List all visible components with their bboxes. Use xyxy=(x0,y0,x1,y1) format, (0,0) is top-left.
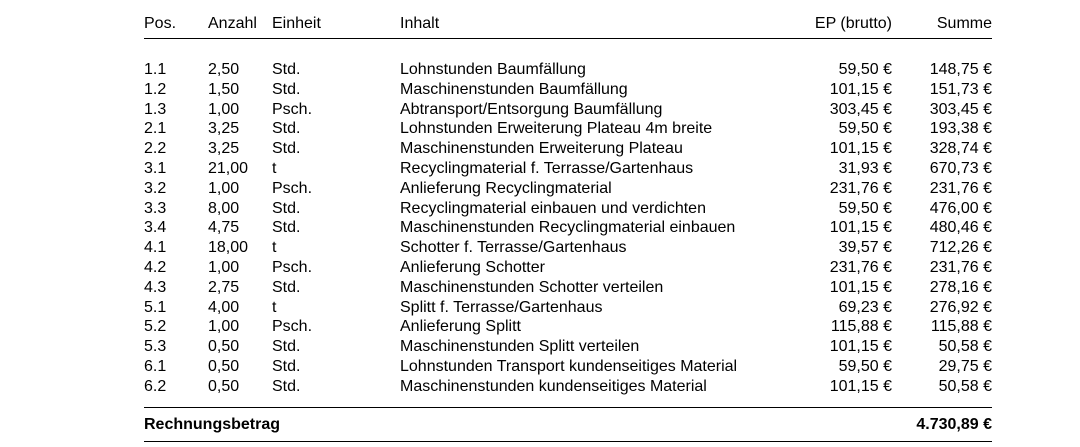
item-unit: Std. xyxy=(272,338,301,356)
item-unit-price: 39,57 € xyxy=(838,239,892,257)
item-qty: 4,00 xyxy=(208,298,240,316)
item-desc: Schotter f. Terrasse/Gartenhaus xyxy=(400,239,627,257)
item-unit: Psch. xyxy=(272,318,313,336)
item-desc: Maschinenstunden Schotter verteilen xyxy=(400,278,664,296)
item-unit: Std. xyxy=(272,278,301,296)
item-unit-price: 101,15 € xyxy=(829,338,892,356)
item-pos: 2.2 xyxy=(144,140,167,158)
item-unit-price: 231,76 € xyxy=(829,179,892,197)
item-qty: 1,00 xyxy=(208,100,240,118)
item-sum: 276,92 € xyxy=(929,298,992,316)
item-unit-price: 59,50 € xyxy=(838,61,892,78)
header-unit: Einheit xyxy=(272,15,321,32)
item-unit: Std. xyxy=(272,377,301,395)
item-sum: 328,74 € xyxy=(929,140,992,158)
item-unit-price: 231,76 € xyxy=(829,258,892,276)
item-unit-price: 101,15 € xyxy=(829,219,892,237)
header-pos: Pos. xyxy=(144,15,177,32)
item-qty: 0,50 xyxy=(208,377,240,395)
item-unit: t xyxy=(272,239,277,257)
item-qty: 4,75 xyxy=(208,219,240,237)
item-sum: 50,58 € xyxy=(938,338,992,356)
header-ep: EP (brutto) xyxy=(814,15,892,32)
item-desc: Lohnstunden Erweiterung Plateau 4m breite xyxy=(400,120,713,138)
table-row xyxy=(144,159,992,179)
table-row xyxy=(144,238,992,258)
table-row xyxy=(144,199,992,219)
table-row xyxy=(144,258,992,278)
item-pos: 6.1 xyxy=(144,357,167,375)
item-pos: 3.4 xyxy=(144,219,167,237)
item-pos: 3.2 xyxy=(144,179,167,197)
table-row xyxy=(144,139,992,159)
item-unit: Std. xyxy=(272,120,301,138)
item-unit-price: 101,15 € xyxy=(829,377,892,395)
item-pos: 1.2 xyxy=(144,80,167,98)
item-unit: Std. xyxy=(272,357,301,375)
table-row xyxy=(144,100,992,120)
item-sum: 115,88 € xyxy=(930,318,992,336)
table-row xyxy=(144,317,992,337)
item-unit-price: 303,45 € xyxy=(829,100,892,118)
item-pos: 1.1 xyxy=(144,61,167,78)
table-row xyxy=(144,337,992,357)
item-pos: 3.3 xyxy=(144,199,167,217)
item-desc: Splitt f. Terrasse/Gartenhaus xyxy=(400,298,603,316)
item-sum: 193,38 € xyxy=(929,120,992,138)
item-unit-price: 101,15 € xyxy=(829,140,892,158)
table-row xyxy=(144,278,992,298)
item-desc: Lohnstunden Baumfällung xyxy=(400,61,586,78)
item-desc: Maschinenstunden Recyclingmaterial einbauen xyxy=(400,219,736,237)
item-qty: 1,50 xyxy=(208,80,240,98)
table-row xyxy=(144,298,992,318)
total-value: 4.730,89 € xyxy=(916,415,992,433)
item-desc: Maschinenstunden kundenseitiges Material xyxy=(400,377,707,395)
table-row xyxy=(144,179,992,199)
item-qty: 0,50 xyxy=(208,357,240,375)
table-row xyxy=(144,80,992,100)
item-pos: 4.2 xyxy=(144,258,167,276)
item-sum: 151,73 € xyxy=(929,80,992,98)
item-unit-price: 59,50 € xyxy=(838,357,892,375)
item-unit: Std. xyxy=(272,219,301,237)
item-pos: 5.3 xyxy=(144,338,167,356)
item-desc: Anlieferung Splitt xyxy=(400,318,521,336)
table-row xyxy=(144,218,992,238)
item-unit-price: 115,88 € xyxy=(830,318,892,336)
table-row xyxy=(144,60,992,80)
table-row xyxy=(144,357,992,377)
item-sum: 148,75 € xyxy=(929,61,992,78)
item-qty: 0,50 xyxy=(208,338,240,356)
item-pos: 4.3 xyxy=(144,278,167,296)
item-unit: Psch. xyxy=(272,100,313,118)
item-sum: 231,76 € xyxy=(929,258,992,276)
item-qty: 1,00 xyxy=(208,179,240,197)
item-desc: Maschinenstunden Splitt verteilen xyxy=(400,338,640,356)
header-qty: Anzahl xyxy=(208,15,257,32)
table-row xyxy=(144,377,992,397)
item-sum: 712,26 € xyxy=(929,239,992,257)
item-sum: 670,73 € xyxy=(929,159,992,177)
item-unit-price: 59,50 € xyxy=(838,199,892,217)
item-desc: Lohnstunden Transport kundenseitiges Material xyxy=(400,357,738,375)
item-pos: 5.1 xyxy=(144,298,167,316)
item-desc: Abtransport/Entsorgung Baumfällung xyxy=(400,100,663,118)
item-unit-price: 59,50 € xyxy=(838,120,892,138)
item-qty: 21,00 xyxy=(208,159,249,177)
item-qty: 2,75 xyxy=(208,278,240,296)
table-row xyxy=(144,119,992,139)
item-qty: 8,00 xyxy=(208,199,240,217)
item-qty: 1,00 xyxy=(208,258,240,276)
total-label: Rechnungsbetrag xyxy=(144,415,281,433)
header-desc: Inhalt xyxy=(400,15,440,32)
item-sum: 50,58 € xyxy=(938,377,992,395)
item-unit-price: 101,15 € xyxy=(829,278,892,296)
items-list xyxy=(144,60,992,397)
item-pos: 2.1 xyxy=(144,120,167,138)
item-pos: 5.2 xyxy=(144,318,167,336)
item-sum: 231,76 € xyxy=(929,179,992,197)
item-desc: Recyclingmaterial f. Terrasse/Gartenhaus xyxy=(400,159,694,177)
item-unit: Psch. xyxy=(272,179,313,197)
item-desc: Maschinenstunden Baumfällung xyxy=(400,80,628,98)
table-header xyxy=(144,10,992,39)
item-unit-price: 31,93 € xyxy=(838,159,892,177)
item-unit: Psch. xyxy=(272,258,313,276)
item-unit: Std. xyxy=(272,140,301,158)
item-desc: Anlieferung Recyclingmaterial xyxy=(400,179,612,197)
item-unit: Std. xyxy=(272,199,301,217)
item-qty: 2,50 xyxy=(208,61,240,78)
header-spacer xyxy=(144,39,992,60)
item-sum: 278,16 € xyxy=(929,278,992,296)
item-sum: 480,46 € xyxy=(929,219,992,237)
item-pos: 4.1 xyxy=(144,239,167,257)
item-desc: Maschinenstunden Erweiterung Plateau xyxy=(400,140,683,158)
item-sum: 29,75 € xyxy=(938,357,992,375)
header-sum: Summe xyxy=(936,15,992,32)
item-qty: 3,25 xyxy=(208,120,240,138)
item-desc: Anlieferung Schotter xyxy=(400,258,545,276)
item-unit: Std. xyxy=(272,80,301,98)
item-pos: 6.2 xyxy=(144,377,167,395)
item-qty: 18,00 xyxy=(208,239,249,257)
item-unit: Std. xyxy=(272,61,301,78)
invoice-table xyxy=(144,10,992,442)
item-sum: 476,00 € xyxy=(929,199,992,217)
item-unit-price: 101,15 € xyxy=(829,80,892,98)
item-qty: 3,25 xyxy=(208,140,240,158)
item-unit: t xyxy=(272,298,277,316)
item-unit: t xyxy=(272,159,277,177)
item-pos: 3.1 xyxy=(144,159,167,177)
item-qty: 1,00 xyxy=(208,318,240,336)
item-desc: Recyclingmaterial einbauen und verdichten xyxy=(400,199,706,217)
item-sum: 303,45 € xyxy=(929,100,992,118)
item-unit-price: 69,23 € xyxy=(838,298,892,316)
total-row xyxy=(144,408,992,442)
item-pos: 1.3 xyxy=(144,100,167,118)
